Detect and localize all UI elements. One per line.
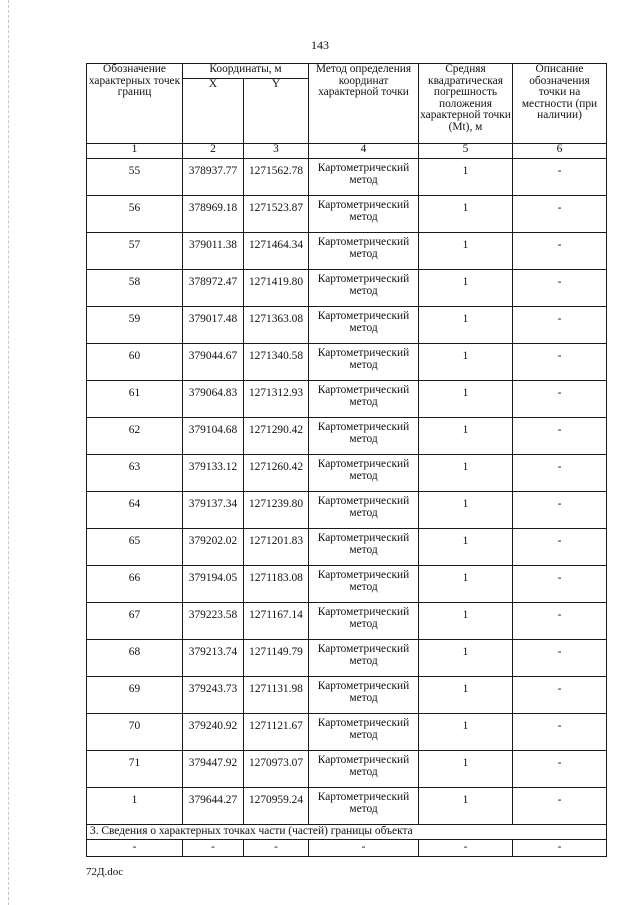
point-cell: 70 (87, 714, 183, 751)
x-cell: 379133.12 (183, 455, 244, 492)
x-cell: 379240.92 (183, 714, 244, 751)
point-cell: 58 (87, 270, 183, 307)
section-value: - (309, 840, 419, 857)
method-cell: Картометрический метод (309, 307, 419, 344)
table-row (87, 751, 607, 788)
page-number: 143 (311, 38, 329, 52)
error-cell: 1 (419, 677, 513, 714)
method-cell: Картометрический метод (309, 233, 419, 270)
header-description: Описание обозначения точки на местности (при наличии) (513, 64, 607, 144)
point-cell: 57 (87, 233, 183, 270)
table-row (87, 640, 607, 677)
description-cell: - (513, 714, 607, 751)
table-row (87, 455, 607, 492)
y-cell: 1271419.80 (244, 270, 309, 307)
section-value: - (183, 840, 244, 857)
header-method: Метод определения координат характерной точки (309, 64, 419, 144)
x-cell: 379213.74 (183, 640, 244, 677)
error-cell: 1 (419, 566, 513, 603)
x-cell: 378969.18 (183, 196, 244, 233)
y-cell: 1271363.08 (244, 307, 309, 344)
point-cell: 64 (87, 492, 183, 529)
method-cell: Картометрический метод (309, 677, 419, 714)
x-cell: 378937.77 (183, 159, 244, 196)
header-error: Средняя квадратическая погрешность положения характерной точки (Mt), м (419, 64, 513, 144)
y-cell: 1271121.67 (244, 714, 309, 751)
column-number: 2 (183, 144, 244, 159)
y-cell: 1271149.79 (244, 640, 309, 677)
y-cell: 1271523.87 (244, 196, 309, 233)
table-row (87, 344, 607, 381)
method-cell: Картометрический метод (309, 455, 419, 492)
column-number-row (87, 144, 607, 159)
y-cell: 1271183.08 (244, 566, 309, 603)
column-number: 6 (513, 144, 607, 159)
error-cell: 1 (419, 233, 513, 270)
description-cell: - (513, 529, 607, 566)
description-cell: - (513, 677, 607, 714)
x-cell: 379044.67 (183, 344, 244, 381)
table-row (87, 233, 607, 270)
description-cell: - (513, 640, 607, 677)
point-cell: 71 (87, 751, 183, 788)
table-row (87, 566, 607, 603)
point-cell: 69 (87, 677, 183, 714)
table-row (87, 270, 607, 307)
y-cell: 1271464.34 (244, 233, 309, 270)
section-row (87, 825, 607, 840)
description-cell: - (513, 233, 607, 270)
y-cell: 1271131.98 (244, 677, 309, 714)
column-number: 3 (244, 144, 309, 159)
y-cell: 1271312.93 (244, 381, 309, 418)
method-cell: Картометрический метод (309, 492, 419, 529)
x-cell: 378972.47 (183, 270, 244, 307)
method-cell: Картометрический метод (309, 159, 419, 196)
table-body (87, 159, 607, 825)
table-row (87, 603, 607, 640)
section-values-row (87, 840, 607, 857)
header-y: Y (244, 79, 309, 144)
error-cell: 1 (419, 603, 513, 640)
y-cell: 1270959.24 (244, 788, 309, 825)
section-value: - (244, 840, 309, 857)
error-cell: 1 (419, 381, 513, 418)
description-cell: - (513, 307, 607, 344)
table-row (87, 529, 607, 566)
point-cell: 1 (87, 788, 183, 825)
table-row (87, 381, 607, 418)
section-value: - (87, 840, 183, 857)
page-edge (8, 0, 9, 905)
description-cell: - (513, 159, 607, 196)
section-title: 3. Сведения о характерных точках части (частей) границы объекта (87, 825, 607, 840)
method-cell: Картометрический метод (309, 196, 419, 233)
error-cell: 1 (419, 196, 513, 233)
point-cell: 56 (87, 196, 183, 233)
method-cell: Картометрический метод (309, 603, 419, 640)
error-cell: 1 (419, 455, 513, 492)
point-cell: 55 (87, 159, 183, 196)
error-cell: 1 (419, 529, 513, 566)
y-cell: 1271562.78 (244, 159, 309, 196)
description-cell: - (513, 196, 607, 233)
method-cell: Картометрический метод (309, 714, 419, 751)
point-cell: 63 (87, 455, 183, 492)
footer-filename: 72Д.doc (86, 866, 124, 878)
error-cell: 1 (419, 344, 513, 381)
method-cell: Картометрический метод (309, 751, 419, 788)
y-cell: 1271239.80 (244, 492, 309, 529)
error-cell: 1 (419, 307, 513, 344)
header-designation: Обозначение характерных точек границ (87, 64, 183, 144)
error-cell: 1 (419, 270, 513, 307)
error-cell: 1 (419, 788, 513, 825)
description-cell: - (513, 751, 607, 788)
point-cell: 66 (87, 566, 183, 603)
table-row (87, 159, 607, 196)
x-cell: 379011.38 (183, 233, 244, 270)
description-cell: - (513, 344, 607, 381)
method-cell: Картометрический метод (309, 566, 419, 603)
method-cell: Картометрический метод (309, 529, 419, 566)
table-row (87, 418, 607, 455)
x-cell: 379137.34 (183, 492, 244, 529)
description-cell: - (513, 566, 607, 603)
point-cell: 68 (87, 640, 183, 677)
x-cell: 379223.58 (183, 603, 244, 640)
y-cell: 1271290.42 (244, 418, 309, 455)
error-cell: 1 (419, 714, 513, 751)
x-cell: 379064.83 (183, 381, 244, 418)
x-cell: 379644.27 (183, 788, 244, 825)
description-cell: - (513, 381, 607, 418)
method-cell: Картометрический метод (309, 640, 419, 677)
header-x: X (183, 79, 244, 144)
x-cell: 379017.48 (183, 307, 244, 344)
section-value: - (419, 840, 513, 857)
table-row (87, 788, 607, 825)
y-cell: 1271340.58 (244, 344, 309, 381)
x-cell: 379243.73 (183, 677, 244, 714)
point-cell: 61 (87, 381, 183, 418)
table-row (87, 492, 607, 529)
coordinates-table (86, 63, 607, 857)
method-cell: Картометрический метод (309, 344, 419, 381)
y-cell: 1270973.07 (244, 751, 309, 788)
error-cell: 1 (419, 418, 513, 455)
table-row (87, 196, 607, 233)
description-cell: - (513, 788, 607, 825)
x-cell: 379194.05 (183, 566, 244, 603)
y-cell: 1271260.42 (244, 455, 309, 492)
table-row (87, 714, 607, 751)
point-cell: 65 (87, 529, 183, 566)
method-cell: Картометрический метод (309, 381, 419, 418)
x-cell: 379447.92 (183, 751, 244, 788)
x-cell: 379104.68 (183, 418, 244, 455)
error-cell: 1 (419, 159, 513, 196)
description-cell: - (513, 455, 607, 492)
description-cell: - (513, 418, 607, 455)
point-cell: 67 (87, 603, 183, 640)
column-number: 4 (309, 144, 419, 159)
method-cell: Картометрический метод (309, 418, 419, 455)
header-coordinates: Координаты, м (183, 64, 309, 79)
y-cell: 1271167.14 (244, 603, 309, 640)
point-cell: 62 (87, 418, 183, 455)
x-cell: 379202.02 (183, 529, 244, 566)
error-cell: 1 (419, 751, 513, 788)
column-number: 5 (419, 144, 513, 159)
description-cell: - (513, 603, 607, 640)
method-cell: Картометрический метод (309, 788, 419, 825)
error-cell: 1 (419, 492, 513, 529)
table-row (87, 307, 607, 344)
table-row (87, 677, 607, 714)
error-cell: 1 (419, 640, 513, 677)
y-cell: 1271201.83 (244, 529, 309, 566)
column-number: 1 (87, 144, 183, 159)
method-cell: Картометрический метод (309, 270, 419, 307)
description-cell: - (513, 492, 607, 529)
description-cell: - (513, 270, 607, 307)
section-value: - (513, 840, 607, 857)
point-cell: 59 (87, 307, 183, 344)
point-cell: 60 (87, 344, 183, 381)
